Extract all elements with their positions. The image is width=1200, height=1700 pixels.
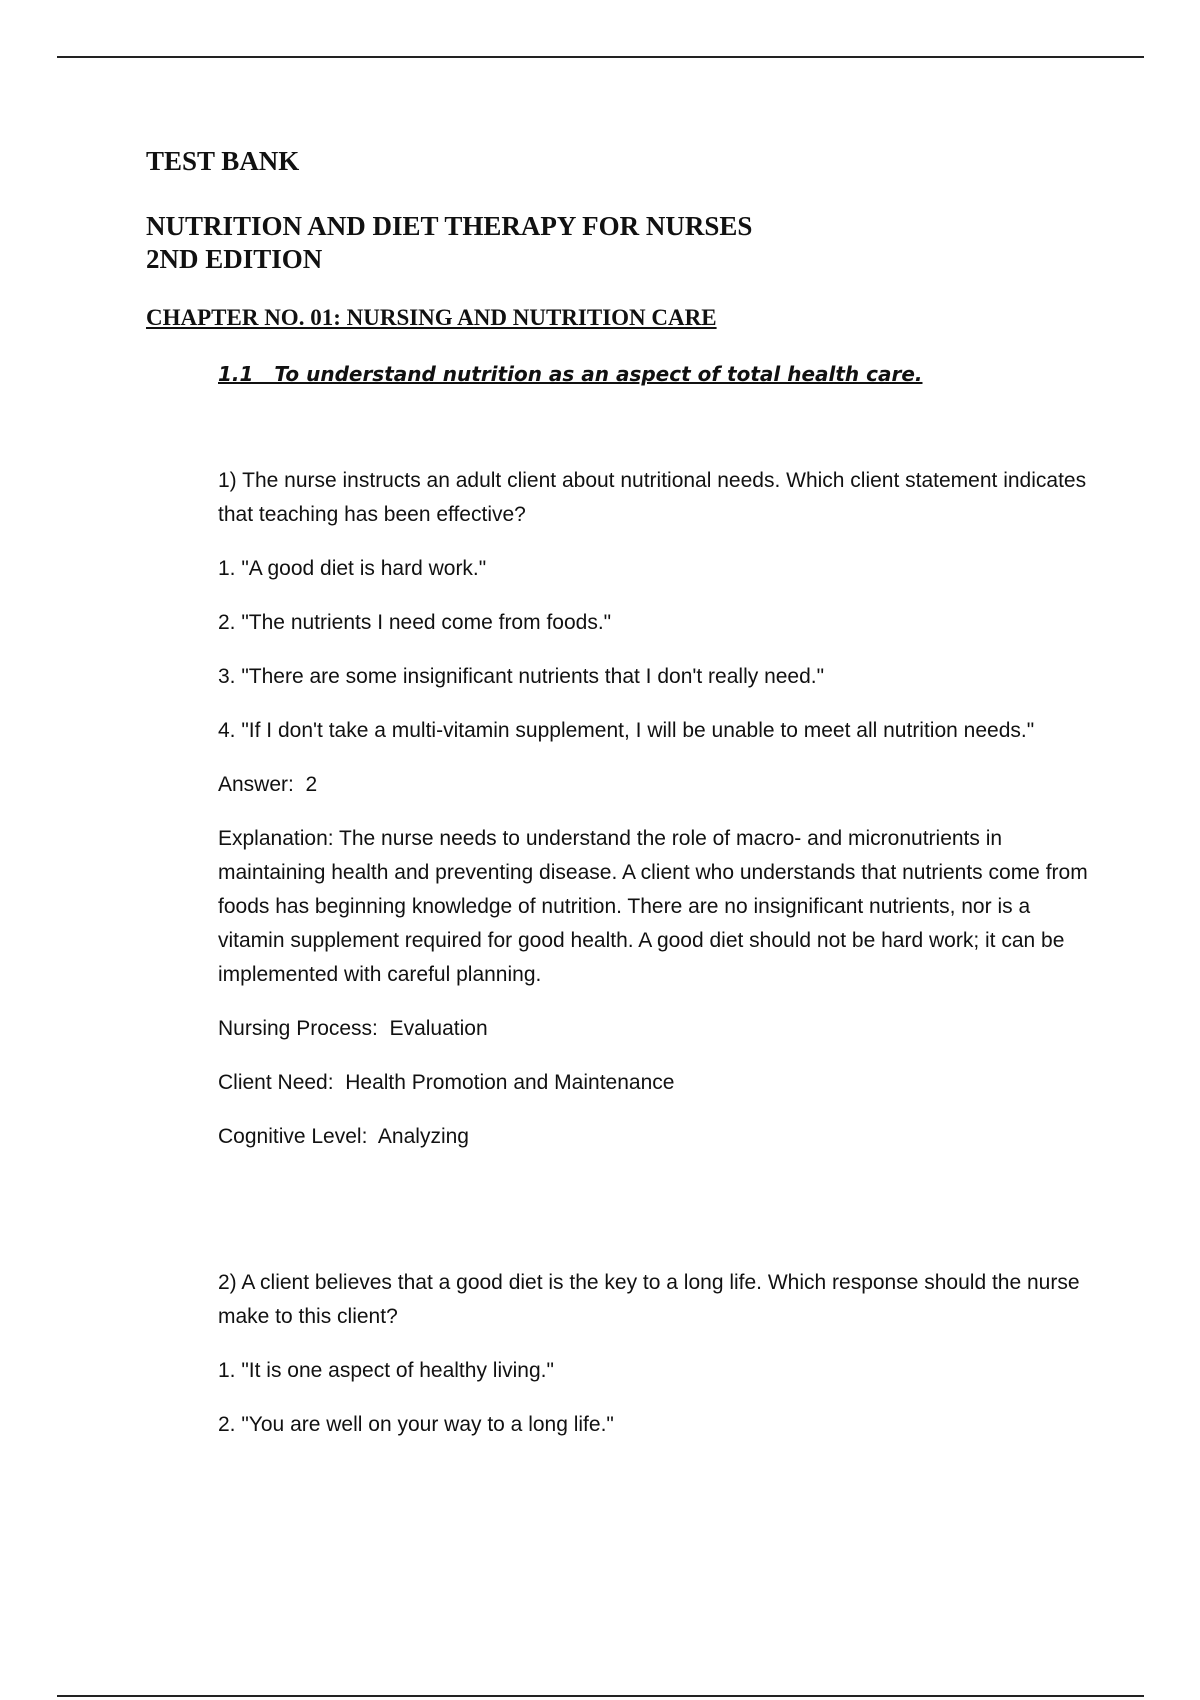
- chapter-heading: CHAPTER NO. 01: NURSING AND NUTRITION CARE: [146, 305, 717, 330]
- bottom-rule: [57, 1695, 1144, 1697]
- answer-option: 2. "You are well on your way to a long life.": [218, 1413, 614, 1436]
- answer-option: 1. "It is one aspect of healthy living.": [218, 1359, 554, 1382]
- answer-option: 4. "If I don't take a multi-vitamin supplement, I will be unable to meet all nutrition needs.": [218, 719, 1035, 742]
- explanation: Explanation: The nurse needs to understand the role of macro- and micronutrients in maintaining health and preventing disease. A client who understands that nutrients come from foods has beginning knowledge of nutrition. There are no insignificant nutrients, nor is a vitamin supplement required for good health. A good diet should not be hard work; it can be implemented with careful planning.: [218, 827, 1088, 986]
- question-2: [218, 1266, 1088, 1462]
- test-bank-heading: TEST BANK: [146, 146, 300, 176]
- book-title: [146, 210, 752, 276]
- top-rule: [57, 56, 1144, 58]
- question-1: [218, 464, 1088, 1174]
- answer-key: Answer: 2: [218, 773, 318, 796]
- client-need: Client Need: Health Promotion and Maintenance: [218, 1071, 675, 1094]
- nursing-process: Nursing Process: Evaluation: [218, 1017, 488, 1040]
- cognitive-level: Cognitive Level: Analyzing: [218, 1125, 469, 1148]
- question-stem: 1) The nurse instructs an adult client about nutritional needs. Which client statement indicates that teaching has been effective?: [218, 469, 1087, 526]
- answer-option: 1. "A good diet is hard work.": [218, 557, 487, 580]
- book-title-line1: NUTRITION AND DIET THERAPY FOR NURSES: [146, 211, 753, 241]
- book-title-line2: 2ND EDITION: [146, 244, 323, 274]
- learning-objective: 1.1 To understand nutrition as an aspect of total health care.: [218, 362, 923, 386]
- answer-option: 2. "The nutrients I need come from foods.": [218, 611, 612, 634]
- question-stem: 2) A client believes that a good diet is the key to a long life. Which response should the nurse make to this client?: [218, 1271, 1080, 1328]
- answer-option: 3. "There are some insignificant nutrients that I don't really need.": [218, 665, 825, 688]
